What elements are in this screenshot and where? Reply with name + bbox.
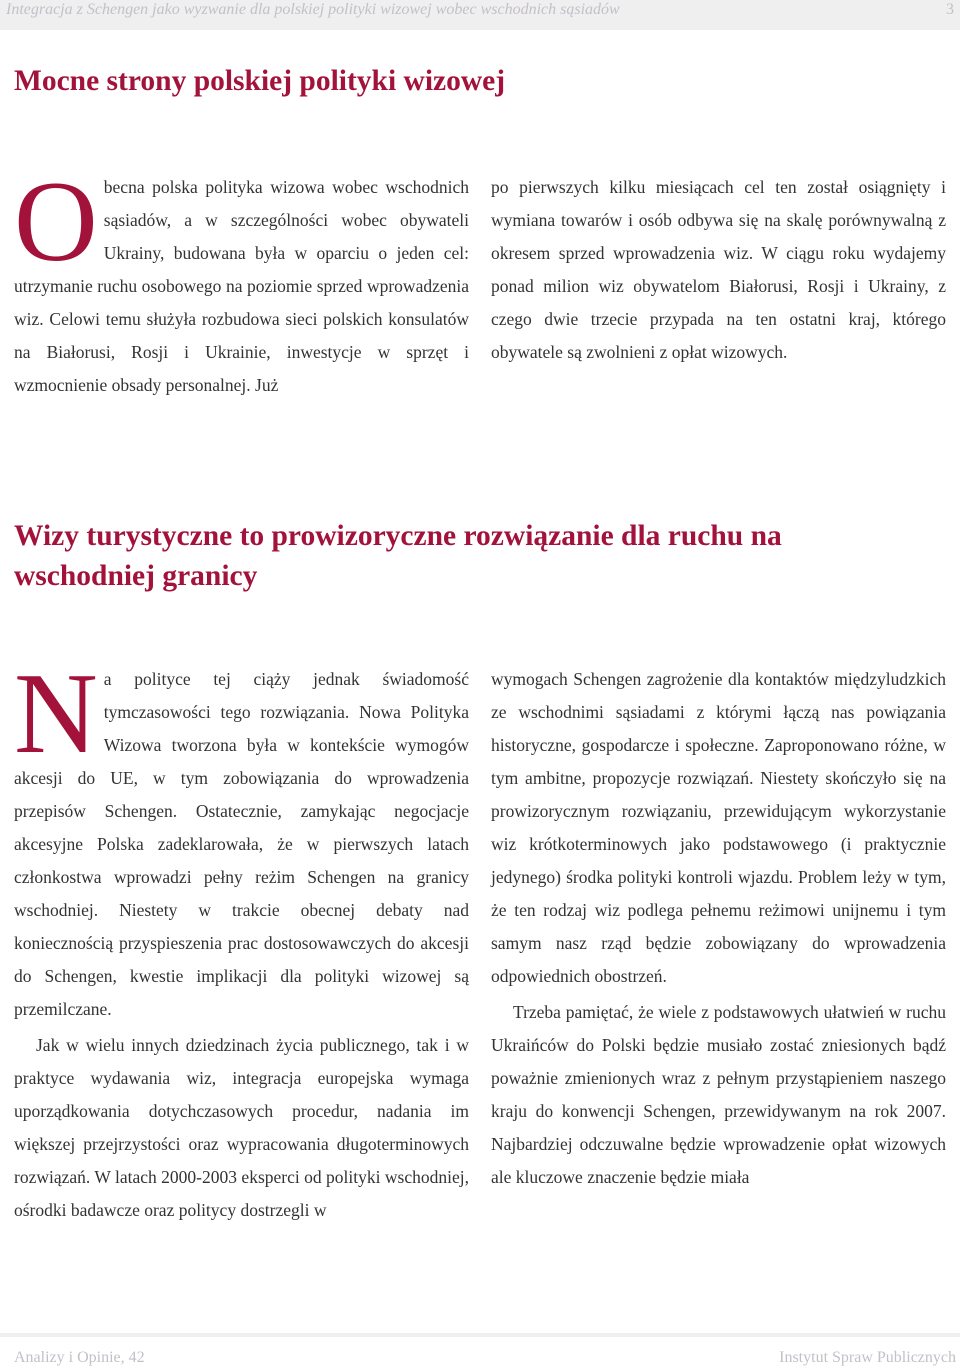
drop-cap-n: N [14,650,98,778]
section2-left-text-1: a polityce tej ciąży jednak świadomość tymczasowości tego rozwiązania. Nowa Polityka Wizowa tworzona była w kontekście wymogów akcesji do UE, w tym zobowiązania do wprowadzenia przepisów Schengen. Ostatecznie, zamykając negocjacje akcesyjne Polska zadeklarowała, że w pierwszych latach członkostwa wprowadzi pełny reżim Schengen na granicy wschodniej. Niestety w trakcie obecnej debaty nad koniecznością przyspieszenia prac dostosowawczych do akcesji do Schengen, kwestie implikacji dla polityki wizowej są przemilczane. [14,669,469,1019]
section2-left-column [14,650,469,1227]
section-title-tourist-visas: Wizy turystyczne to prowizoryczne rozwiązanie dla ruchu na wschodniej granicy [14,520,782,592]
section1-paragraph-1 [14,158,469,402]
section2-right-paragraph-2: Trzeba pamiętać, że wiele z podstawowych ułatwień w ruchu Ukraińców do Polski będzie musiało zostać zniesionych bądź poważnie zmienionych wraz z pełnym przystąpieniem naszego kraju do konwencji Schengen, przewidywanym na rok 2007. Najbardziej odczuwalne będzie wprowadzenie opłat wizowych ale kluczowe znaczenie będzie miała [491,1002,946,1187]
footer-publication: Analizy i Opinie, 42 [14,1349,145,1366]
section1-right-text: po pierwszych kilku miesiącach cel ten został osiągnięty i wymiana towarów i osób odbywa się na skalę porównywalną z okresem sprzed wprowadzenia wiz. W ciągu roku wydajemy ponad milion wiz obywatelom Białorusi, Rosji i Ukrainy, z czego dwie trzecie przypada na ten ostatni kraj, którego obywatele są zwolnieni z opłat wizowych. [491,177,946,362]
section2-left-paragraph-1 [14,650,469,1026]
drop-cap-o: O [14,158,98,286]
page-number: 3 [946,1,954,18]
running-title: Integracja z Schengen jako wyzwanie dla polskiej polityki wizowej wobec wschodnich sąsiadów [6,1,620,18]
section-title-strengths: Mocne strony polskiej polityki wizowej [14,65,506,97]
section2-right-paragraph-1: wymogach Schengen zagrożenie dla kontaktów międzyludzkich ze wschodnimi sąsiadami z którymi łączą nas powiązania historyczne, gospodarcze i społeczne. Zaproponowano różne, w tym ambitne, propozycje rozwiązań. Niestety skończyło się na prowizorycznym rozwiązaniu, przewidującym wykorzystanie wiz krótkoterminowych jako podstawowego (i praktycznie jedynego) środka polityki kontroli wjazdu. Problem leży w tym, że ten rodzaj wiz podlega pełnemu reżimowi unijnemu i tym samym nasz rząd będzie zobowiązany do wprowadzenia odpowiednich obostrzeń. [491,669,946,986]
footer-divider [0,1333,960,1337]
section1-left-column [14,158,469,402]
section2-left-paragraph-2: Jak w wielu innych dziedzinach życia publicznego, tak i w praktyce wydawania wiz, integracja europejska wymaga uporządkowania dotychczasowych procedur, nadania im większej przejrzystości oraz wypracowania długoterminowych rozwiązań. W latach 2000-2003 eksperci od polityki wschodniej, ośrodki badawcze oraz politycy dostrzegli w [14,1035,469,1220]
section1-right-column [491,171,946,369]
section2-right-column [491,663,946,1194]
section1-left-text: becna polska polityka wizowa wobec wschodnich sąsiadów, a w szczególności wobec obywateli Ukrainy, budowana była w oparciu o jeden cel: utrzymanie ruchu osobowego na poziomie sprzed wprowadzenia wiz. Celowi temu służyła rozbudowa sieci polskich konsulatów na Białorusi, Rosji i Ukrainie, inwestycje w sprzęt i wzmocnienie obsady personalnej. Już [14,177,469,395]
footer-publisher: Instytut Spraw Publicznych [779,1349,956,1366]
running-header [0,0,960,30]
